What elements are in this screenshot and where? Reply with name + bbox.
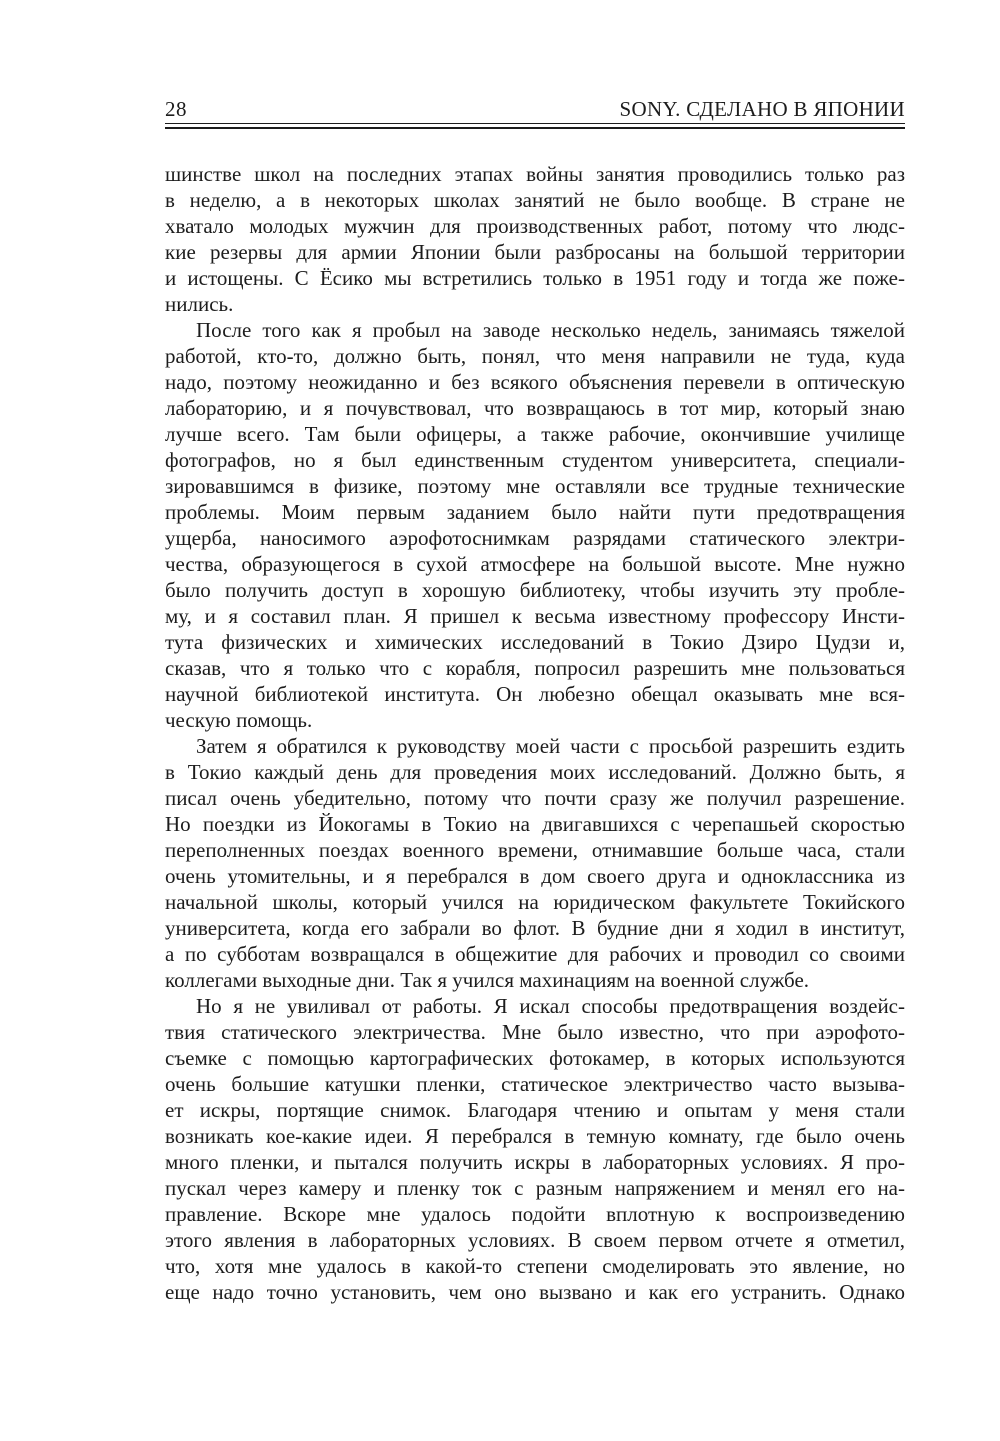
text-line: му, и я составил план. Я пришел к весьма известному профессору Инсти- (165, 604, 905, 628)
text-line: работой, кто-то, должно быть, понял, что меня направили не туда, куда (165, 344, 905, 368)
text-line: чества, образующегося в сухой атмосфере на большой высоте. Мне нужно (165, 552, 905, 576)
text-line: в Токио каждый день для проведения моих исследований. Должно быть, я (165, 760, 905, 784)
text-line: университета, когда его забрали во флот. В будние дни я ходил в институт, (165, 916, 905, 940)
text-line: правление. Вскоре мне удалось подойти вплотную к воспроизведению (165, 1202, 905, 1226)
text-line: ческую помощь. (165, 708, 313, 732)
text-line: шинстве школ на последних этапах войны занятия проводились только раз (165, 162, 905, 186)
text-line: Но поездки из Йокогамы в Токио на двигавшихся с черепашьей скоростью (165, 812, 905, 836)
text-line: ет искры, портящие снимок. Благодаря чтению и опытам у меня стали (165, 1098, 905, 1122)
text-line: лучше всего. Там были офицеры, а также рабочие, окончившие училище (165, 422, 905, 446)
text-line: нились. (165, 292, 234, 316)
running-title: SONY. СДЕЛАНО В ЯПОНИИ (619, 97, 905, 121)
text-line: зировавшимся в физике, поэтому мне оставляли все трудные технические (165, 474, 905, 498)
text-line: очень большие катушки пленки, статическое электричество часто вызыва- (165, 1072, 905, 1096)
text-line: научной библиотекой института. Он любезно обещал оказывать мне вся- (165, 682, 905, 706)
text-line: хватало молодых мужчин для производственных работ, потому что людс- (165, 214, 905, 238)
header-rule (165, 123, 905, 129)
text-line: в неделю, а в некоторых школах занятий не было вообще. В стране не (165, 188, 905, 212)
paragraph (165, 993, 905, 1305)
paragraph (165, 733, 905, 993)
text-line: пускал через камеру и пленку ток с разным напряжением и менял его на- (165, 1176, 905, 1200)
text-line: много пленки, и пытался получить искры в лабораторных условиях. Я про- (165, 1150, 905, 1174)
text-line: тута физических и химических исследований в Токио Дзиро Цудзи и, (165, 630, 905, 654)
text-line: очень утомительны, и я перебрался в дом своего друга и одноклассника из (165, 864, 905, 888)
text-line: возникать кое-какие идеи. Я перебрался в темную комнату, где было очень (165, 1124, 905, 1148)
header-row (165, 97, 905, 121)
text-line: кие резервы для армии Японии были разбросаны на большой территории (165, 240, 905, 264)
paragraph (165, 161, 905, 317)
text-line: было получить доступ в хорошую библиотеку, чтобы изучить эту пробле- (165, 578, 905, 602)
text-line: сказав, что я только что с корабля, попросил разрешить мне пользоваться (165, 656, 905, 680)
text-line: твия статического электричества. Мне было известно, что при аэрофото- (165, 1020, 905, 1044)
text-line: съемке с помощью картографических фотокамер, в которых используются (165, 1046, 905, 1070)
text-line: этого явления в лабораторных условиях. В своем первом отчете я отметил, (165, 1228, 905, 1252)
text-line: и истощены. С Ёсико мы встретились только в 1951 году и тогда же поже- (165, 266, 905, 290)
text-line: переполненных поездах военного времени, отнимавшие больше часа, стали (165, 838, 905, 862)
text-line: что, хотя мне удалось в какой-то степени смоделировать это явление, но (165, 1254, 905, 1278)
text-line: Затем я обратился к руководству моей части с просьбой разрешить ездить (196, 734, 905, 758)
running-header (165, 97, 905, 129)
text-line: лабораторию, и я почувствовал, что возвращаюсь в тот мир, который знаю (165, 396, 905, 420)
text-line: а по субботам возвращался в общежитие для рабочих и проводил со своими (165, 942, 905, 966)
text-line: фотографов, но я был единственным студентом университета, специали- (165, 448, 905, 472)
text-line: начальной школы, который учился на юридическом факультете Токийского (165, 890, 905, 914)
text-line: Но я не увиливал от работы. Я искал способы предотвращения воздейс- (196, 994, 905, 1018)
text-line: ущерба, наносимого аэрофотоснимкам разрядами статического электри- (165, 526, 905, 550)
paragraph (165, 317, 905, 733)
text-line: надо, поэтому неожиданно и без всякого объяснения перевели в оптическую (165, 370, 905, 394)
page-number: 28 (165, 97, 187, 121)
text-line: После того как я пробыл на заводе несколько недель, занимаясь тяжелой (196, 318, 905, 342)
text-line: проблемы. Моим первым заданием было найти пути предотвращения (165, 500, 905, 524)
text-line: еще надо точно установить, чем оно вызвано и как его устранить. Однако (165, 1280, 905, 1304)
text-line: коллегами выходные дни. Так я учился махинациям на военной службе. (165, 968, 810, 992)
page-body (165, 161, 905, 1305)
text-line: писал очень убедительно, потому что почти сразу же получил разрешение. (165, 786, 905, 810)
